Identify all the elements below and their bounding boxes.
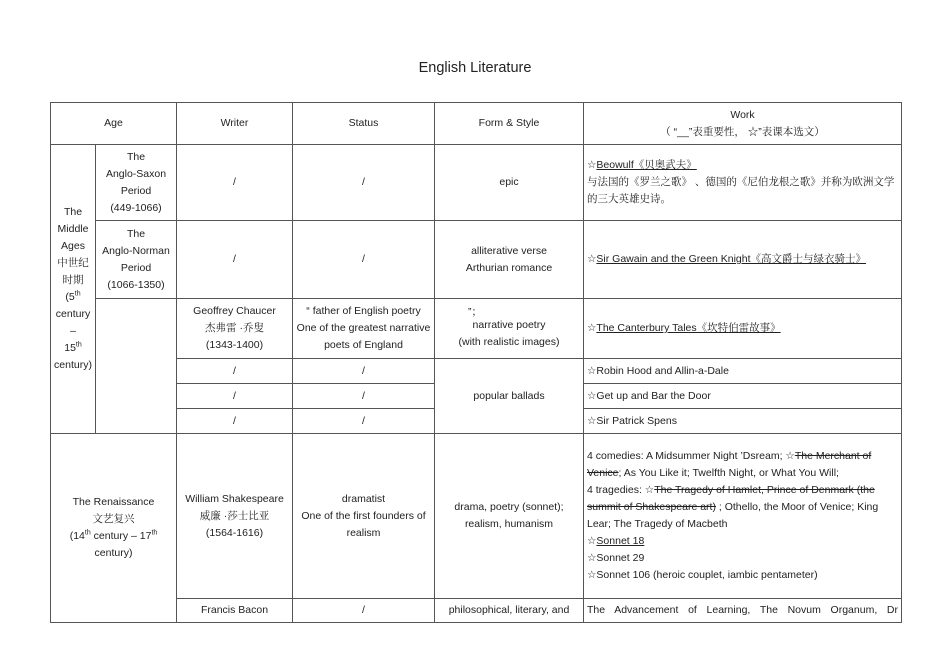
header-work-legend: （ “__”表重要性， ☆”表课本选文） [660, 125, 825, 138]
star-icon: ☆ [587, 159, 597, 171]
work-title: Sir Gawain and the Green Knight《高文爵士与绿衣骑士》 [596, 253, 867, 265]
period-empty [96, 299, 177, 434]
work-title: The Canterbury Tales《坎特伯雷故事》 [596, 322, 781, 334]
table-row [51, 359, 902, 384]
writer-cell: / [177, 409, 293, 434]
work-cell: ☆Sir Patrick Spens [584, 409, 902, 434]
writer-cell: Francis Bacon [177, 599, 293, 623]
sonnet-106: ☆Sonnet 106 (heroic couplet, iambic pentameter) [587, 569, 818, 581]
writer-cell: William Shakespeare 威廉 ·莎士比亚 (1564-1616) [177, 434, 293, 599]
table-row [51, 299, 902, 359]
status-cell: / [293, 599, 435, 623]
age-renaissance: The Renaissance 文艺复兴 (14th century – 17th century) [51, 434, 177, 623]
writer-cell: / [177, 384, 293, 409]
header-status: Status [293, 103, 435, 145]
writer-cell: / [177, 221, 293, 299]
work-cell [584, 434, 902, 599]
star-icon: ☆ [587, 253, 597, 265]
form-cell: ”； narrative poetry (with realistic images) [435, 299, 584, 359]
header-age: Age [51, 103, 177, 145]
status-cell: “ father of English poetry One of the greatest narrative poets of England [293, 299, 435, 359]
work-note: 与法国的《罗兰之歌》 、德国的《尼伯龙根之歌》并称为欧洲文学的三大英雄史诗。 [587, 176, 895, 205]
status-cell: / [293, 359, 435, 384]
work-cell: ☆Get up and Bar the Door [584, 384, 902, 409]
star-icon: ☆ [587, 322, 597, 334]
sonnet-29: ☆Sonnet 29 [587, 552, 645, 564]
table-row [51, 434, 902, 599]
literature-table [50, 102, 902, 623]
form-cell: popular ballads [435, 359, 584, 434]
header-work [584, 103, 902, 145]
work-cell [584, 221, 902, 299]
header-work-title: Work [730, 108, 755, 121]
work-cell [584, 299, 902, 359]
header-form: Form & Style [435, 103, 584, 145]
age-middle-ages: The Middle Ages 中世纪 时期 (5th century – 15th century) [51, 145, 96, 434]
sonnet-18: ☆Sonnet 18 [587, 535, 645, 547]
work-title: Beowulf《贝奥武夫》 [596, 159, 697, 171]
work-cell: The Advancement of Learning, The Novum Organum, Dr [584, 599, 902, 623]
period-anglo-saxon: The Anglo-Saxon Period (449-1066) [96, 145, 177, 221]
writer-cell: / [177, 145, 293, 221]
status-cell: / [293, 145, 435, 221]
form-cell: epic [435, 145, 584, 221]
header-row [51, 103, 902, 145]
form-cell: philosophical, literary, and [435, 599, 584, 623]
table-row [51, 599, 902, 623]
page-title: English Literature [418, 60, 532, 76]
status-cell: dramatist One of the first founders of realism [293, 434, 435, 599]
status-cell: / [293, 384, 435, 409]
work-cell: ☆Robin Hood and Allin-a-Dale [584, 359, 902, 384]
star-icon: ☆ [587, 535, 597, 547]
header-writer: Writer [177, 103, 293, 145]
work-cell [584, 145, 902, 221]
writer-cell: Geoffrey Chaucer 杰弗雷 ·乔叟 (1343-1400) [177, 299, 293, 359]
status-cell: / [293, 221, 435, 299]
period-anglo-norman: The Anglo-Norman Period (1066-1350) [96, 221, 177, 299]
form-cell: alliterative verse Arthurian romance [435, 221, 584, 299]
tragedies: 4 tragedies: ☆The Tragedy of Hamlet, Prince of Denmark (the summit of Shakespeare art) ; Othello, the Moor of Venice; King Lear; The Tragedy of Macbeth [587, 484, 879, 530]
form-cell: drama, poetry (sonnet); realism, humanism [435, 434, 584, 599]
comedies: 4 comedies: A Midsummer Night ’Dsream; ☆The Merchant of Venice; As You Like it; Twelfth Night, or What You Will; [587, 450, 872, 479]
table-row [51, 221, 902, 299]
table-row [51, 145, 902, 221]
status-cell: / [293, 409, 435, 434]
writer-cell: / [177, 359, 293, 384]
